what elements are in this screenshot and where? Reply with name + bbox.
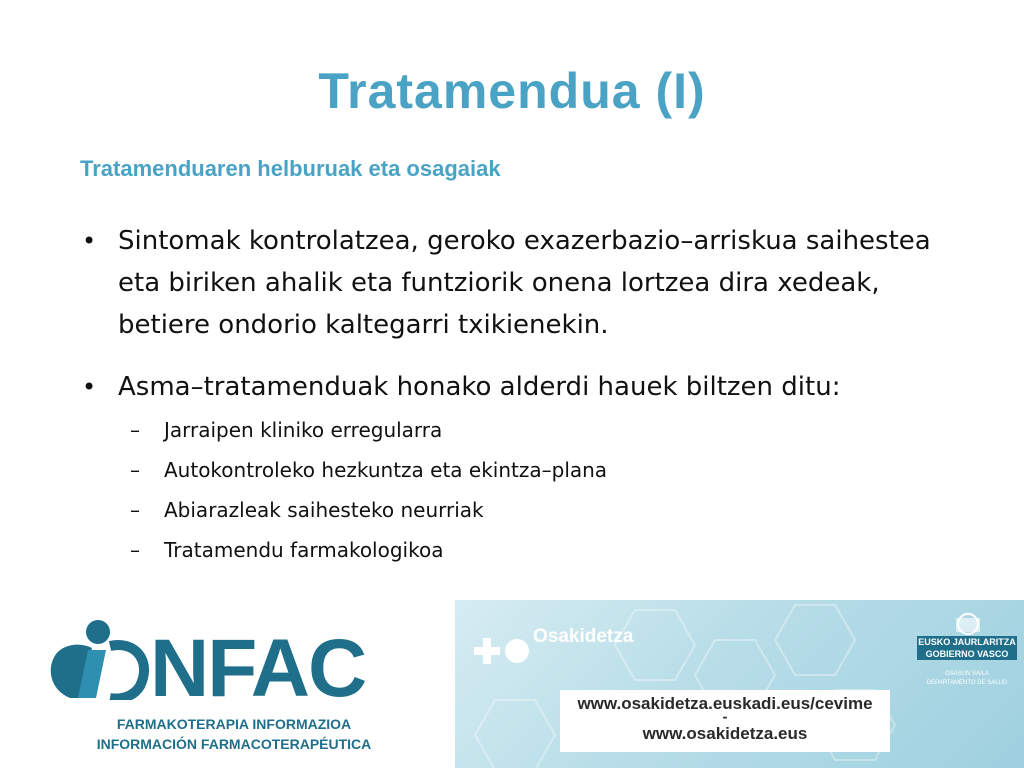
sub-item: [80, 530, 940, 570]
gov-label: [917, 636, 1017, 660]
url-separator: -: [722, 710, 728, 724]
sub-item: [80, 490, 940, 530]
bullet-marker: •: [82, 227, 97, 255]
footer-banner: [0, 598, 1024, 768]
bullet-item: [80, 366, 940, 408]
slide-subtitle: Tratamenduaren helburuak eta osagaiak: [80, 156, 501, 181]
gov-line1: EUSKO JAURLARITZA: [918, 637, 1016, 647]
svg-text:NFAC: NFAC: [150, 623, 366, 700]
osakidetza-panel: [455, 600, 1024, 768]
dash-marker: –: [130, 418, 140, 442]
infac-branding: [0, 598, 430, 768]
dash-marker: –: [130, 538, 140, 562]
sub-list: [80, 410, 940, 570]
infac-line2: INFORMACIÓN FARMACOTERAPÉUTICA: [96, 736, 372, 752]
sub-item: [80, 410, 940, 450]
sub-item-text: Tratamendu farmakologikoa: [164, 538, 444, 562]
infac-line1: FARMAKOTERAPIA INFORMAZIOA: [116, 716, 352, 732]
bullet-list: [80, 220, 940, 570]
sub-item-text: Jarraipen kliniko erregularra: [164, 418, 443, 442]
sub-item-text: Autokontroleko hezkuntza eta ekintza–plana: [164, 458, 608, 482]
sub-item: [80, 450, 940, 490]
gov-dept: [917, 670, 1017, 688]
gov-line2: GOBIERNO VASCO: [917, 648, 1017, 660]
gov-dept2: DEPARTAMENTO DE SALUD: [926, 680, 1008, 686]
bullet-text: Sintomak kontrolatzea, geroko exazerbazio–arriskua saihestea eta biriken ahalik eta funtziorik onena lortzea dira xedeak, betiere ondorio kaltegarri txikienekin.: [118, 226, 931, 340]
url-cevime-link[interactable]: www.osakidetza.euskadi.eus/cevime: [577, 694, 873, 713]
bullet-marker: •: [82, 373, 97, 401]
osakidetza-label: Osakidetza: [533, 626, 634, 647]
gov-dept1: OSASUN SAILA: [944, 671, 989, 677]
dash-marker: –: [130, 498, 140, 522]
url-osakidetza-link[interactable]: www.osakidetza.eus: [642, 724, 808, 743]
sub-item-text: Abiarazleak saihesteko neurriak: [164, 498, 484, 522]
bullet-text: Asma–tratamenduak honako alderdi hauek biltzen ditu:: [118, 372, 841, 402]
slide-title: Tratamendua (I): [318, 63, 706, 119]
dash-marker: –: [130, 458, 140, 482]
url-box: [560, 690, 890, 752]
bullet-item: [80, 220, 940, 346]
infac-logo-icon: [40, 610, 380, 700]
